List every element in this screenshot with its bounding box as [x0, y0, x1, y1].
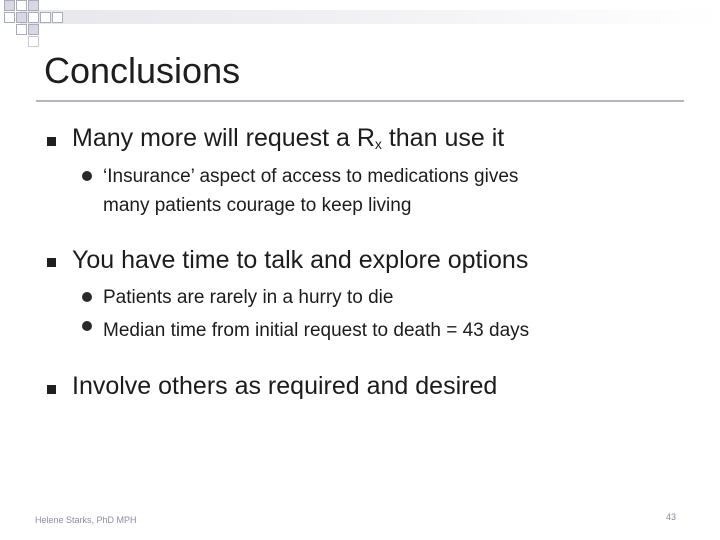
decor-square [16, 24, 27, 35]
title-divider [36, 100, 684, 102]
header-band [20, 10, 720, 24]
slide-title: Conclusions [44, 50, 241, 91]
decor-square [16, 0, 27, 11]
square-bullet-icon [47, 137, 56, 146]
decor-square [40, 12, 51, 23]
decor-square [4, 0, 15, 11]
bullet-1-sub-1: ‘Insurance’ aspect of access to medications gives [103, 166, 519, 187]
bullet-1-sub-1-cont: many patients courage to keep living [103, 195, 412, 216]
bullet-2-text: You have time to talk and explore options [72, 246, 529, 274]
bullet-3-text: Involve others as required and desired [72, 372, 498, 400]
bullet-2-sub-2: Median time from initial request to death = 43 days [103, 320, 530, 341]
decor-square [28, 12, 39, 23]
footer-author: Helene Starks, PhD MPH [35, 515, 137, 525]
decor-square [4, 12, 15, 23]
decor-square [52, 12, 63, 23]
bullet-1-text: Many more will request a $R_x$ than use it [72, 124, 505, 152]
round-bullet-icon [82, 292, 92, 302]
decor-square [28, 24, 39, 35]
round-bullet-icon [82, 171, 92, 181]
header-decoration [0, 0, 720, 48]
decor-square [28, 36, 39, 47]
square-bullet-icon [47, 258, 56, 267]
decor-square [16, 12, 27, 23]
bullet-2-sub-1: Patients are rarely in a hurry to die [103, 287, 394, 308]
decor-square [28, 0, 39, 11]
page-number: 43 [665, 512, 676, 522]
round-bullet-icon [82, 321, 92, 331]
square-bullet-icon [47, 385, 56, 394]
rx-subscript: x [374, 136, 382, 152]
